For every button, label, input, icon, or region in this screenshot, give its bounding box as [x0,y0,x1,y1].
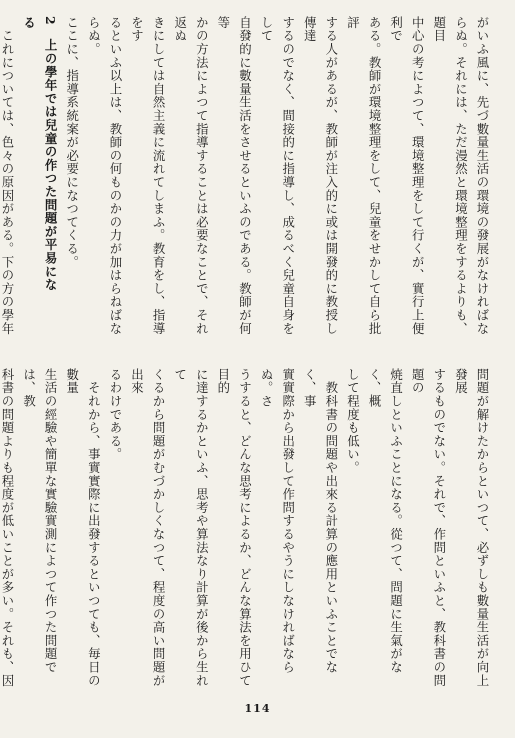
lower-text-block [0,368,493,692]
section-heading: 2 上の學年では兒童の作つた問題が平易にな る [21,16,59,292]
page-number: 114 [244,702,271,715]
paragraph-environment: がいふ風に、先づ數量生活の環境の發展がなければな らぬ。それには、ただ漫然と環境整理をするよりも、題目 中心の考によつて、環境整理をして行くが、實行上便利で ある。教師が環境整理をして、兒童をせかして自ら批評 する人があるが、教師が注入的に或は開發的に教授し傳達 するのでなく、間接的に指導し、成るべく兒童自身をして 自發的に數量生活をさせるといふのである。教師が何等 かの方法によつて指導することは必要なことで、それ返ぬ きにしては自然主義に流れてしまふ。教育をし、指導をす るといふ以上は、教師の何ものかの力が加はらねばならぬ。 ここに、指導系統案が必要になつてくる。 [64,16,490,336]
upper-text-block [0,16,493,342]
paragraph-causes: これについては、色々の原因がある。下の方の學年 [0,29,15,336]
paragraph-continued: 問題が解けたからといつて、必ずしも數量生活が向上發展 するものでない。それで、作問といふと、教科書の問題の 焼直しといふことになる。從つて、問題に生氣がなく、概 して程度も低い。 教科書の問題や出來る計算の應用といふことでなく、事 實實際から出發して作問するやうにしなければならぬ。さ うすると、どんな思考によるか、どんな算法を用ひて目的 に達するかといふ、思考や算法なり計算が後から生れて くるから問題がむづかしくなつて、程度の高い問題が出來 るわけである。 それから、事實實際に出發するといつても、毎日の數量 生活の經驗や簡單な實驗實測によつて作つた問題では、教 科書の問題よりも程度が低いことが多い。それも、因 [0,368,490,688]
